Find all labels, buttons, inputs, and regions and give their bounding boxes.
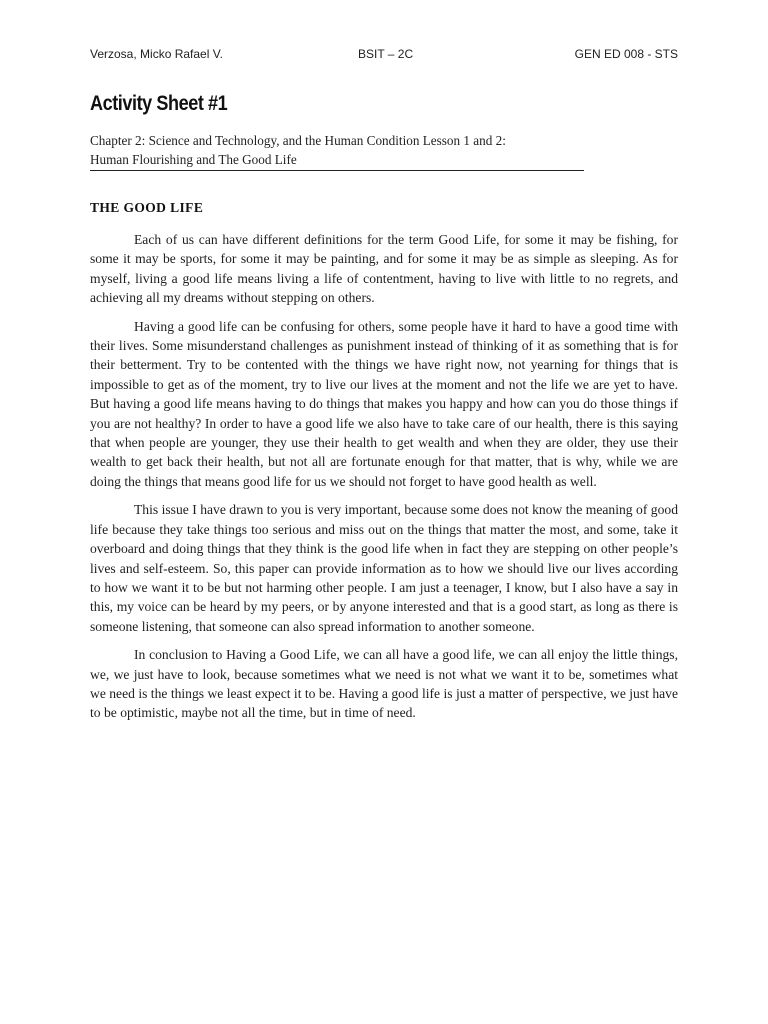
student-section: BSIT – 2C: [358, 47, 414, 61]
chapter-line-2: Human Flourishing and The Good Life: [90, 152, 297, 167]
section-heading: THE GOOD LIFE: [90, 200, 204, 215]
paragraph: This issue I have drawn to you is very important, because some does not know the meaning of good life because they take things too serious and miss out on the things that matter the most, and some, take it overboard and doing things that they think is the good life when in fact they are stepping on other people’s lives and self-esteem. So, this paper can provide information as to how we should live our lives according to how we want it to be but not harming other people. I am just a teenager, I know, but I also have a say in this, my voice can be heard by my peers, or by anyone interested and that is a good start, as long as there is someone listening, that someone can also spread information to another someone.: [90, 502, 678, 634]
student-name: Verzosa, Micko Rafael V.: [90, 47, 223, 61]
course-code: GEN ED 008 - STS: [574, 47, 678, 61]
page-header: [90, 47, 678, 65]
body-text: [90, 230, 678, 732]
paragraph: In conclusion to Having a Good Life, we can all have a good life, we can all enjoy the little things, we, we just have to look, because sometimes what we need is not what we want it to be, sometimes what we need is the things we least expect it to be. Having a good life is just a matter of perspective, we just have to be optimistic, maybe not all the time, but in time of need.: [90, 647, 678, 721]
paragraph: Each of us can have different definitions for the term Good Life, for some it may be fishing, for some it may be sports, for some it may be painting, and for some it may be as simple as sleeping. As for myself, living a good life means living a life of contentment, having to live with little to no regrets, and achieving all my dreams without stepping on others.: [90, 232, 678, 306]
chapter-subtitle: [90, 131, 584, 171]
document-title: Activity Sheet #1: [90, 92, 228, 115]
chapter-line-1: Chapter 2: Science and Technology, and the Human Condition Lesson 1 and 2:: [90, 133, 506, 148]
paragraph: Having a good life can be confusing for others, some people have it hard to have a good time with their lives. Some misunderstand challenges as punishment instead of thinking of it as something that is for their betterment. Try to be contented with the things we have right now, not yearning for things that is impossible to get as of the moment, try to live our lives at the moment and not the life we are yet to have. But having a good life means having to do things that makes you happy and how can you do those things if you are not healthy? In order to have a good life we also have to take care of our health, there is this saying that when people are younger, they use their health to get wealth and when they are older, they use their wealth to get back their health, but not all are fortunate enough for that matter, that is why, while we are doing the things that means good life for us we should not forget to have good health as well.: [90, 318, 678, 489]
